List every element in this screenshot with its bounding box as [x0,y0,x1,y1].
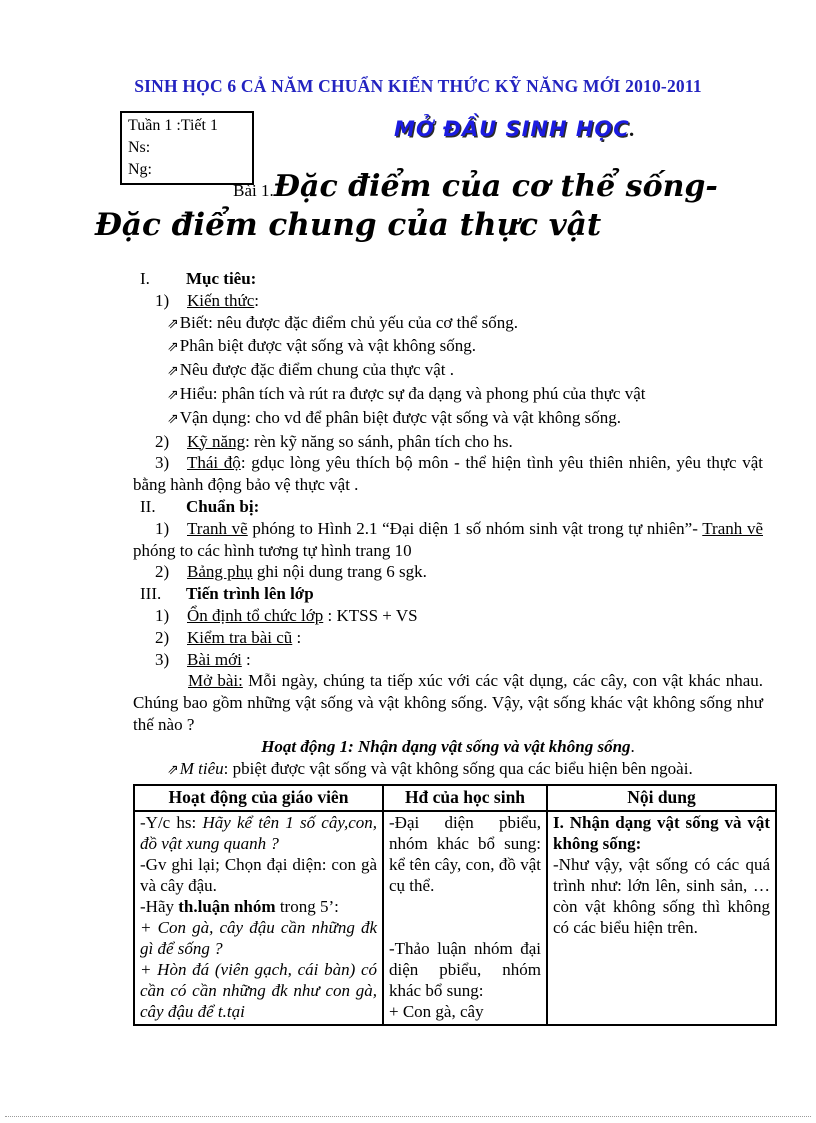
activity-1-heading [133,736,763,758]
ns-label: Ns: [128,139,151,156]
content-heading: I. Nhận dạng vật sống và vật không sống: [553,813,770,854]
column-header-student: Hđ của học sinh [383,785,547,811]
student-paragraph: -Đại diện pbiểu, nhóm khác bổ sung: kể tên cây, con, đồ vật cụ thể. [389,813,541,896]
section-objectives-heading [133,268,763,290]
activity-1-objective [133,758,763,782]
objectives-knowledge-item [133,290,763,312]
activity-table [133,784,777,1026]
preparation-item-1 [133,518,763,562]
item-number: 2) [155,627,170,647]
lesson-number: Bài 1. [233,181,274,200]
chapter-title: MỞ ĐẦU SINH HỌC [394,117,630,141]
knowledge-point-text: Nêu được đặc điểm chung của thực vật . [179,360,455,380]
item-number: 3) [155,453,170,473]
item-label: Thái độ [187,453,241,473]
preparation-item-2 [133,561,763,583]
lesson-title-line2: Đặc điểm chung của thực vật [94,207,602,243]
week-period-label: Tuần 1 :Tiết 1 [128,117,218,134]
section-numeral: I. [140,269,150,288]
lesson-title-line1 [150,169,801,204]
ng-label: Ng: [128,161,152,178]
knowledge-point-text: Phân biệt được vật sống và vật không sống. [179,336,477,356]
section-procedure-heading [133,583,763,605]
item-label: Kỹ năng [187,431,246,451]
arrow-bullet-icon: ⇗ [167,363,179,380]
procedure-step-1 [133,605,763,627]
arrow-bullet-icon: ⇗ [167,410,179,427]
section-numeral: III. [140,584,162,604]
section-title: Tiến trình lên lớp [186,584,314,604]
item-number: 2) [155,431,170,451]
student-paragraph: + Con gà, cây [389,1002,484,1022]
item-text-2: phóng to các hình tương tự hình trang 10 [133,540,412,560]
teacher-activity-cell [134,811,383,1025]
item-label: Tranh vẽ [187,518,248,538]
item-text: : gdục lòng yêu thích bộ môn - thể hiện tình yêu thiên nhiên, yêu thực vật bằng hành động bảo vệ thực vật . [133,453,764,495]
table-body-row [134,811,776,1025]
objective-text: : pbiệt được vật sống và vật không sống qua các biểu hiện bên ngoài. [223,758,693,778]
knowledge-point [133,335,763,359]
item-number: 1) [155,518,170,538]
chapter-heading [310,117,720,142]
section-preparation-heading [133,496,763,518]
teacher-paragraph [140,812,377,854]
teacher-question: + Con gà, cây đậu cần những đk gì để sống ? [140,918,377,959]
table-header-row [134,785,776,811]
objectives-skill-item [133,431,763,453]
item-label: Bài mới [187,649,242,669]
objectives-attitude-item [133,452,763,496]
item-label: Bảng phụ [187,562,253,582]
knowledge-point [133,383,763,407]
item-text: : [292,627,302,647]
arrow-bullet-icon: ⇗ [167,339,179,356]
teacher-paragraph: -Gv ghi lại; Chọn đại diện: con gà và cây đậu. [140,855,377,896]
knowledge-point-text: Vận dụng: cho vd để phân biệt được vật sống và vật không sống. [179,407,621,427]
item-label: Kiểm tra bài cũ [187,627,293,647]
item-number: 3) [155,649,170,669]
teacher-text: -Y/c hs: [140,813,203,833]
knowledge-point [133,312,763,336]
student-activity-cell [383,811,547,1025]
teacher-question: + Hòn đá (viên gạch, cái bàn) có cần có cần những đk như con gà, cây đậu để t.tại [140,960,377,1022]
lesson-introduction [133,670,763,735]
teacher-text: -Hãy [140,897,179,917]
procedure-step-2 [133,627,763,649]
intro-label: Mở bài: [188,671,243,691]
section-title: Chuẩn bị: [186,496,260,516]
lesson-content-cell [547,811,776,1025]
knowledge-point-text: Hiểu: phân tích và rút ra được sự đa dạng và phong phú của thực vật [179,383,646,403]
column-header-content: Nội dung [547,785,776,811]
knowledge-point [133,359,763,383]
item-text: : [241,649,251,669]
intro-text: Mỗi ngày, chúng ta tiếp xúc với các vật dụng, các cây, con vật khác nhau. Chúng bao gồm những vật sống và vật không sống. Vậy, vật sống khác vật không sống như thế nào ? [133,671,763,734]
teacher-text: trong 5’: [275,897,339,917]
item-text: : KTSS + VS [323,605,418,625]
document-header-title: SINH HỌC 6 CẢ NĂM CHUẨN KIẾN THỨC KỸ NĂNG MỚI 2010-2011 [134,76,702,96]
student-paragraph: -Thảo luận nhóm đại diện pbiểu, nhóm khác bổ sung: [389,939,541,1001]
item-text: ghi nội dung trang 6 sgk. [252,562,427,582]
item-text: : rèn kỹ năng so sánh, phân tích cho hs. [245,431,513,451]
section-title: Mục tiêu: [186,269,257,288]
item-number: 1) [155,605,170,625]
item-number: 1) [155,290,170,310]
chapter-period: . [629,117,636,141]
arrow-bullet-icon: ⇗ [167,315,179,332]
lesson-title-part1: Đặc điểm của cơ thể sống- [273,169,718,204]
page-boundary-divider [5,1116,811,1117]
arrow-bullet-icon: ⇗ [167,386,179,403]
teacher-paragraph [140,896,377,917]
arrow-bullet-icon: ⇗ [167,761,179,778]
knowledge-point [133,407,763,431]
section-numeral: II. [140,496,156,516]
column-header-teacher: Hoạt động của giáo viên [134,785,383,811]
item-label-2: Tranh vẽ [702,518,763,538]
teacher-question: Hãy kể tên 1 số cây,con, đồ vật xung quanh ? [140,813,378,854]
item-text: phóng to Hình 2.1 “Đại diện 1 số nhóm sinh vật trong tự nhiên”- [247,518,703,538]
content-paragraph: -Như vậy, vật sống có các quá trình như: lớn lên, sinh sản, …còn vật không sống thì không có các biểu hiện trên. [553,855,770,938]
activity-1-title: Hoạt động 1: Nhận dạng vật sống và vật không sống [261,736,631,756]
document-body [133,268,770,1026]
teacher-emphasis: th.luận nhóm [178,897,276,917]
activity-1-period: . [630,736,635,756]
objective-label: M tiêu [179,758,224,778]
item-colon: : [254,290,260,310]
item-label: Kiến thức [187,290,255,310]
item-number: 2) [155,562,170,582]
item-label: Ổn định tổ chức lớp [187,605,324,625]
knowledge-point-text: Biết: nêu được đặc điểm chủ yếu của cơ thể sống. [179,312,519,332]
procedure-step-3 [133,649,763,671]
